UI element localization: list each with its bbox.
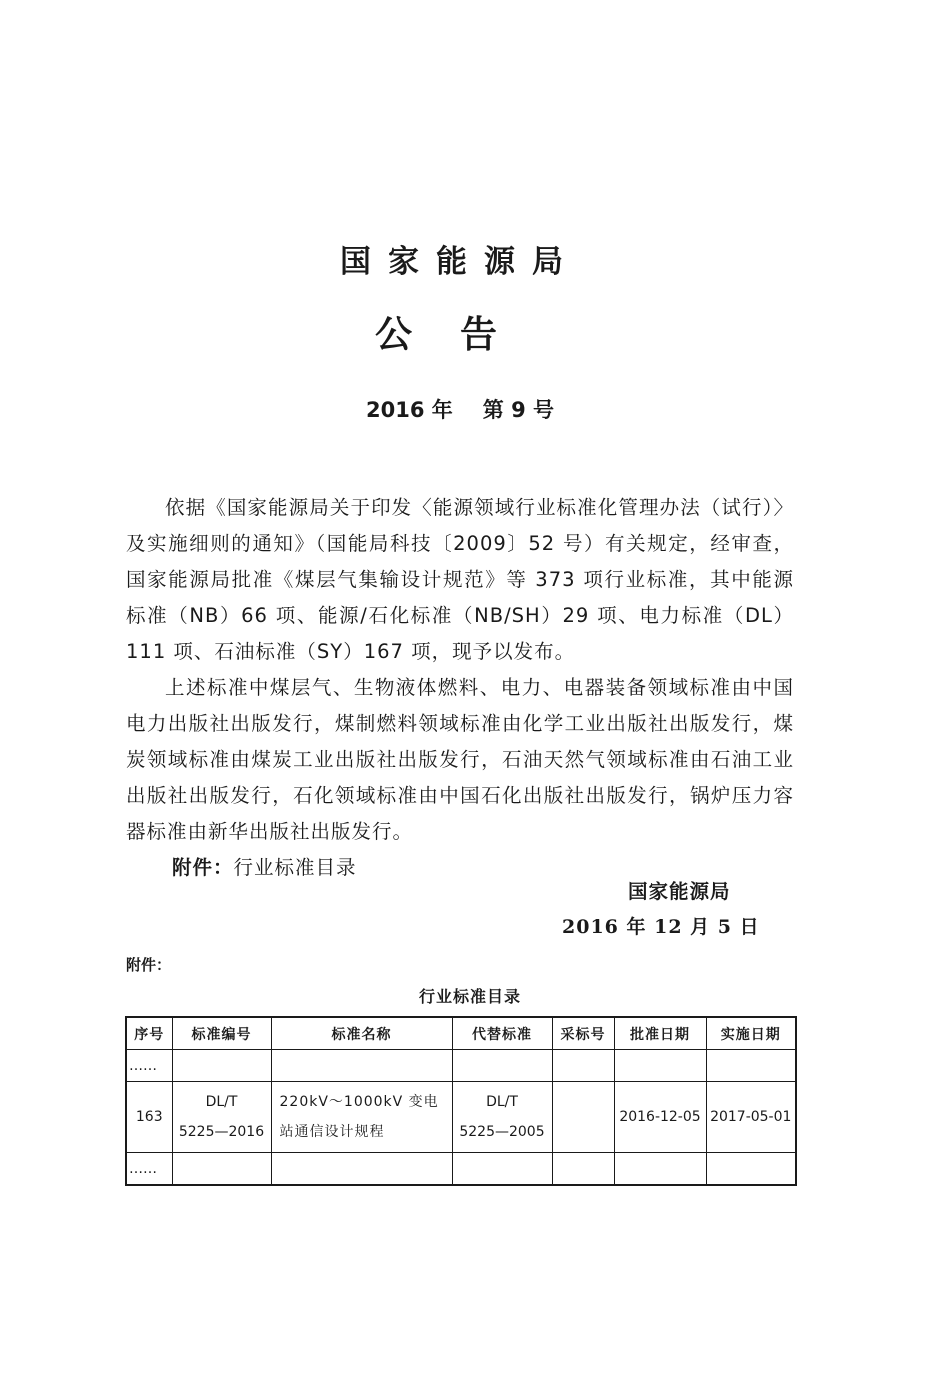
row-replaced-line2: 5225—2005 — [459, 1124, 545, 1140]
body-paragraph-2: 上述标准中煤层气、生物液体燃料、电力、电器装备领域标准由中国电力出版社出版发行，煤制燃料领域标准由化学工业出版社出版发行，煤炭领域标准由煤炭工业出版社出版发行，石油天然气领域标准由石油工业出版社出版发行，石化领域标准由中国石化出版社出版发行，锅炉压力容器标准由新华出版社出版发行。 — [126, 676, 794, 843]
column-header-no: 序号 — [126, 1017, 172, 1050]
row-approved-date: 2016-12-05 — [614, 1082, 706, 1153]
table-row-ellipsis-bottom — [126, 1153, 796, 1186]
row-standard-name: 220kV～1000kV 变电站通信设计规程 — [271, 1082, 452, 1153]
document-year: 2016 年 — [366, 398, 453, 422]
attachment-heading: 附件： — [126, 956, 172, 974]
body-paragraph-1: 依据《国家能源局关于印发〈能源领域行业标准化管理办法（试行）〉及实施细则的通知》（国能局科技〔2009〕52 号）有关规定，经审查，国家能源局批准《煤层气集输设计规范》等 373 项行业标准，其中能源标准（NB）66 项、能源/石化标准（NB/SH）29 项、电力标准（DL）111 项、石油标准（SY）167 项，现予以发布。 — [126, 496, 794, 663]
column-header-name: 标准名称 — [271, 1017, 452, 1050]
column-header-adopted: 采标号 — [552, 1017, 614, 1050]
row-standard-code — [172, 1082, 271, 1153]
column-header-code: 标准编号 — [172, 1017, 271, 1050]
ellipsis-cell: …… — [126, 1153, 172, 1186]
signature-organization: 国家能源局 — [628, 880, 731, 903]
table-row-ellipsis-top — [126, 1050, 796, 1082]
row-replaced-standard — [452, 1082, 552, 1153]
column-header-approved-date: 批准日期 — [614, 1017, 706, 1050]
document-issue-number: 第 9 号 — [482, 398, 554, 422]
column-header-effective-date: 实施日期 — [706, 1017, 796, 1050]
document-number — [0, 394, 920, 424]
table-row — [126, 1082, 796, 1153]
signature-date: 2016 年 12 月 5 日 — [562, 916, 760, 938]
column-header-replaced: 代替标准 — [452, 1017, 552, 1050]
attachment-reference — [172, 852, 357, 880]
row-no: 163 — [126, 1082, 172, 1153]
announcement-body — [126, 490, 794, 850]
catalog-table-title: 行业标准目录 — [418, 987, 521, 1006]
standards-catalog-table — [125, 1016, 797, 1186]
document-type-title: 公告 — [375, 313, 545, 356]
row-adopted-number — [552, 1082, 614, 1153]
row-standard-code-line1: DL/T — [205, 1094, 238, 1110]
attachment-reference-text: 行业标准目录 — [233, 856, 357, 879]
table-header-row — [126, 1017, 796, 1050]
issuing-authority: 国家能源局 — [340, 244, 580, 280]
ellipsis-cell: …… — [126, 1050, 172, 1082]
row-replaced-line1: DL/T — [486, 1094, 518, 1110]
attachment-reference-label: 附件： — [172, 856, 234, 879]
row-standard-code-line2: 5225—2016 — [178, 1124, 265, 1140]
row-effective-date: 2017-05-01 — [706, 1082, 796, 1153]
